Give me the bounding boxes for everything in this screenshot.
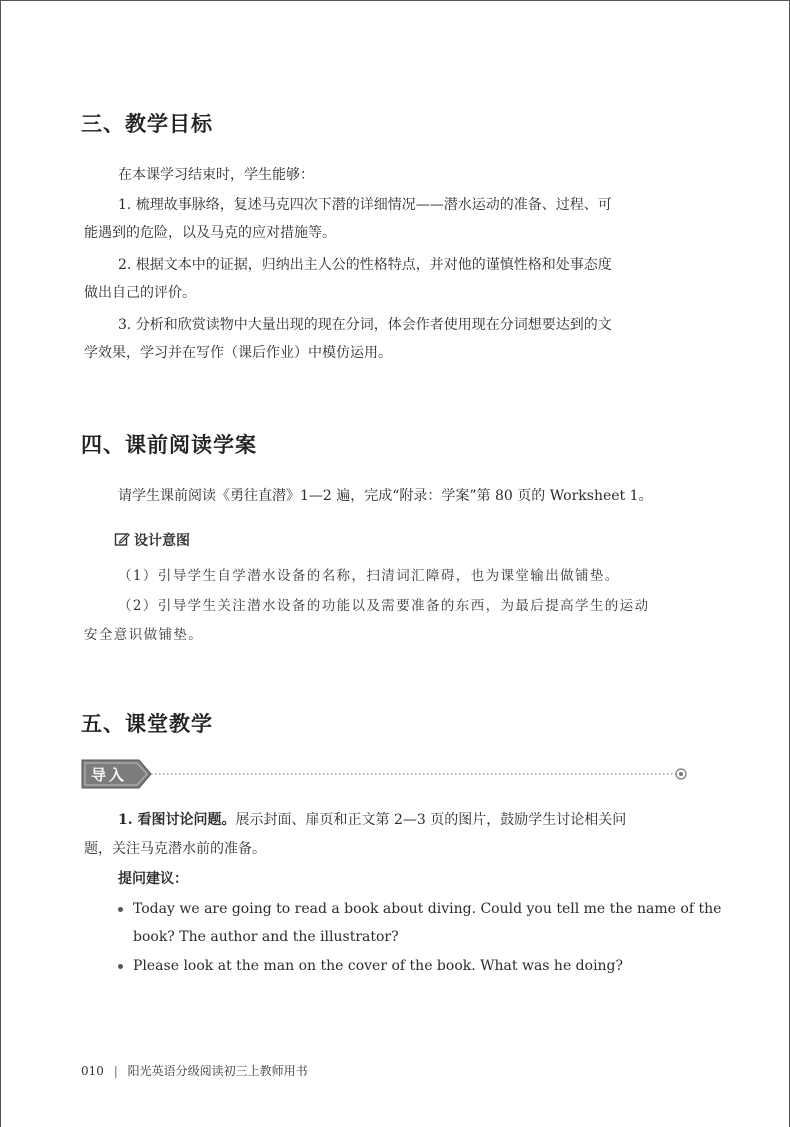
- preview-instruction: 请学生课前阅读《勇往直潜》1—2 遍，完成“附录：学案”第 80 页的 Worksheet 1。: [118, 488, 653, 504]
- section-heading-objectives: 三、教学目标: [81, 112, 213, 136]
- bullet-dot: [118, 964, 123, 969]
- question-1-line-1: Today we are going to read a book about diving. Could you tell me the name of the: [133, 901, 722, 917]
- objective-2-line-2: 做出自己的评价。: [84, 285, 196, 301]
- objective-3-line-1: 3. 分析和欣赏读物中大量出现的现在分词，体会作者使用现在分词想要达到的文: [118, 317, 612, 333]
- page-number: 010: [81, 1064, 104, 1078]
- design-intent-line-3: 安全意识做铺垫。: [84, 627, 204, 643]
- objective-3-line-2: 学效果，学习并在写作（课后作业）中模仿运用。: [84, 345, 392, 361]
- lead-in-banner: [81, 758, 691, 790]
- objective-2-line-1: 2. 根据文本中的证据，归纳出主人公的性格特点，并对他的谨慎性格和处事态度: [118, 257, 612, 273]
- design-intent-title: 设计意图: [134, 533, 190, 549]
- edit-icon: [114, 531, 130, 547]
- design-intent-line-1: （1）引导学生自学潜水设备的名称，扫清词汇障碍，也为课堂输出做铺垫。: [118, 568, 620, 584]
- objective-1-line-1: 1. 梳理故事脉络，复述马克四次下潜的详细情况——潜水运动的准备、过程、可: [118, 197, 612, 213]
- book-title: 阳光英语分级阅读初三上教师用书: [127, 1064, 308, 1078]
- objective-1-line-2: 能遇到的危险，以及马克的应对措施等。: [84, 225, 336, 241]
- questions-label: 提问建议：: [118, 871, 188, 887]
- section-heading-preview: 四、课前阅读学案: [81, 433, 257, 457]
- step-1-line-2: 题，关注马克潜水前的准备。: [84, 841, 266, 857]
- section-heading-class-teaching: 五、课堂教学: [81, 712, 213, 736]
- page-footer: [81, 1062, 308, 1079]
- lead-in-label: 导入: [91, 766, 128, 784]
- question-2-line-1: Please look at the man on the cover of the book. What was he doing?: [133, 958, 624, 974]
- step-1-text: 展示封面、扉页和正文第 2—3 页的图片，鼓励学生讨论相关问: [235, 812, 627, 828]
- objectives-intro: 在本课学习结束时，学生能够：: [118, 167, 314, 183]
- bullet-dot: [118, 907, 123, 912]
- step-1-label: 1. 看图讨论问题。: [118, 812, 236, 828]
- design-intent-line-2: （2）引导学生关注潜水设备的功能以及需要准备的东西，为最后提高学生的运动: [118, 598, 650, 614]
- question-1-line-2: book? The author and the illustrator?: [133, 929, 399, 945]
- step-1-line-1: [118, 810, 626, 830]
- footer-separator: |: [113, 1064, 118, 1078]
